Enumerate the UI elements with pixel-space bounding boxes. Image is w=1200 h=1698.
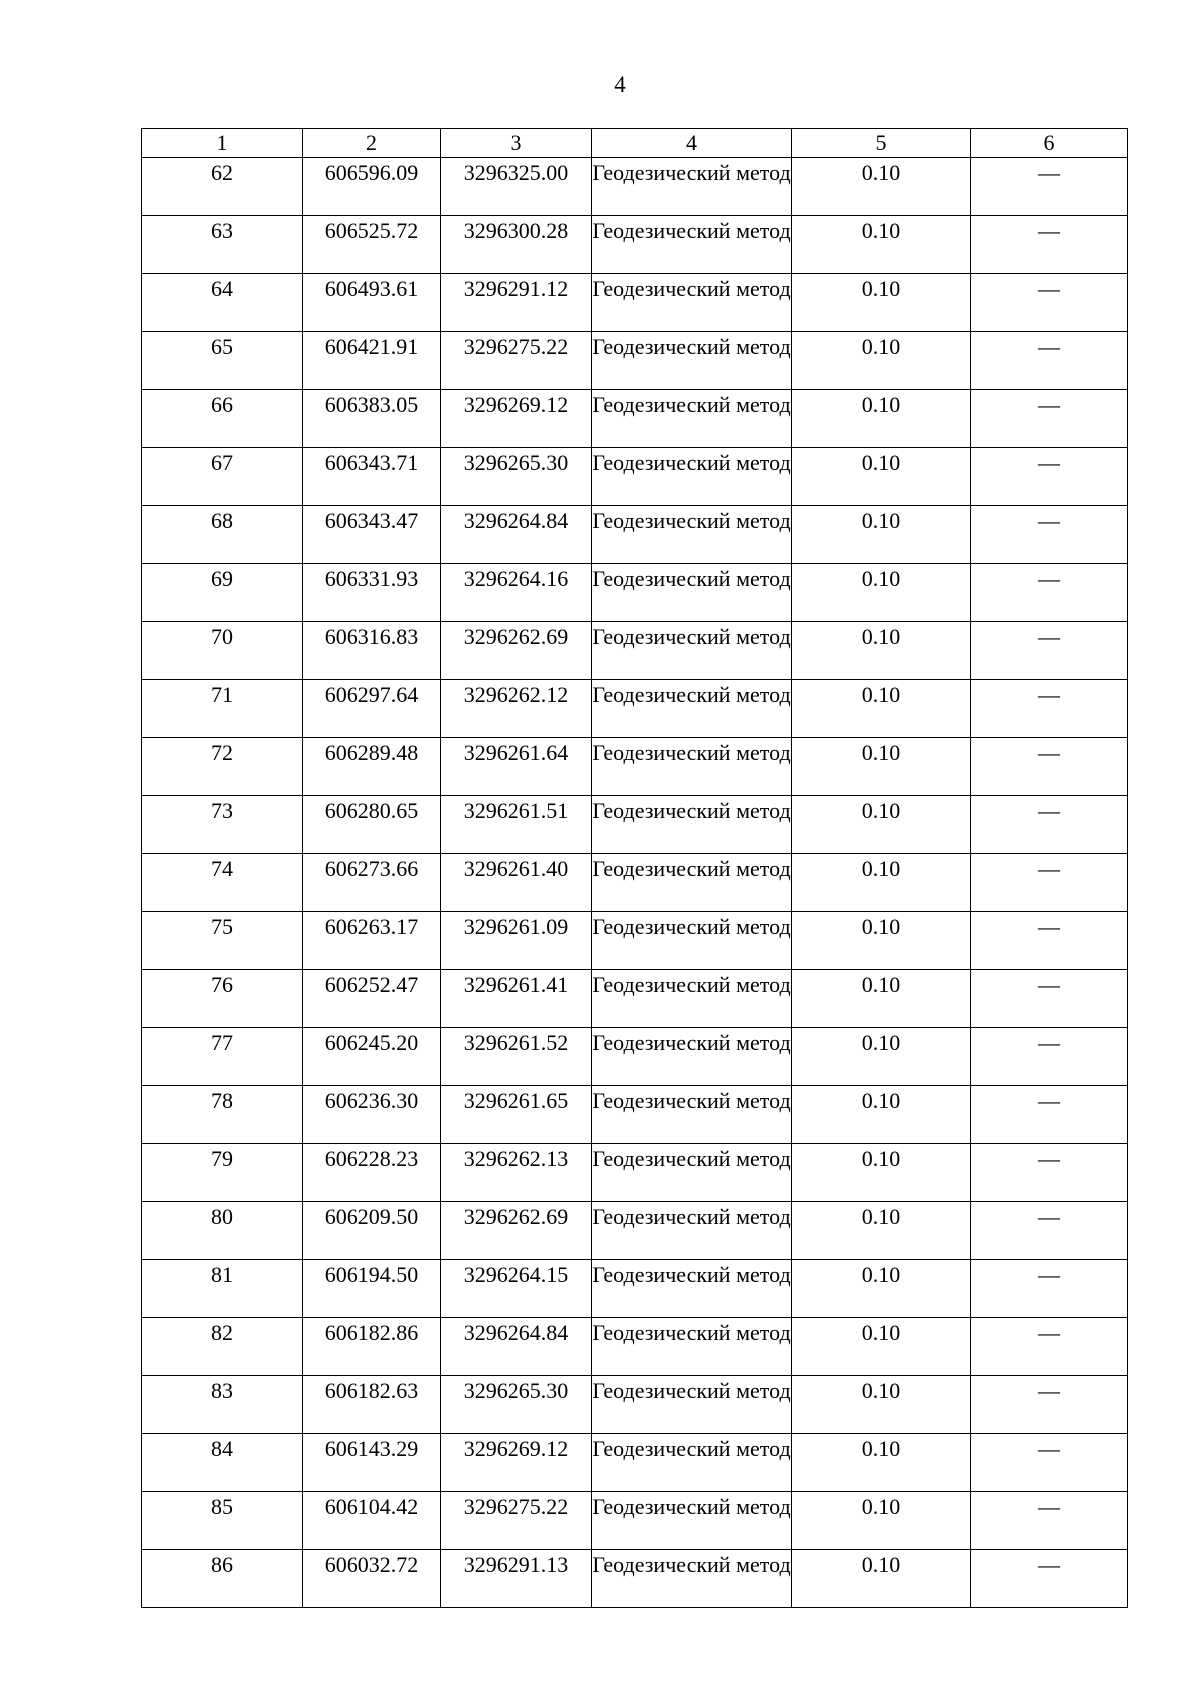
table-row <box>142 738 1128 796</box>
point-number-cell: 67 <box>142 448 303 506</box>
x-coordinate-cell: 606273.66 <box>303 854 441 912</box>
x-coordinate-cell: 606194.50 <box>303 1260 441 1318</box>
x-coordinate-cell: 606343.71 <box>303 448 441 506</box>
point-number-cell: 76 <box>142 970 303 1028</box>
point-number-cell: 82 <box>142 1318 303 1376</box>
header-row <box>142 129 1128 158</box>
accuracy-cell: 0.10 <box>792 1202 971 1260</box>
table-row <box>142 274 1128 332</box>
description-cell: — <box>971 390 1128 448</box>
x-coordinate-cell: 606383.05 <box>303 390 441 448</box>
table-row <box>142 1318 1128 1376</box>
point-number-cell: 79 <box>142 1144 303 1202</box>
description-cell: — <box>971 1028 1128 1086</box>
x-coordinate-cell: 606143.29 <box>303 1434 441 1492</box>
point-number-cell: 65 <box>142 332 303 390</box>
description-cell: — <box>971 1260 1128 1318</box>
point-number-cell: 63 <box>142 216 303 274</box>
y-coordinate-cell: 3296261.40 <box>441 854 592 912</box>
table-row <box>142 1434 1128 1492</box>
description-cell: — <box>971 506 1128 564</box>
description-cell: — <box>971 1202 1128 1260</box>
x-coordinate-cell: 606209.50 <box>303 1202 441 1260</box>
column-header-2: 2 <box>303 129 441 158</box>
x-coordinate-cell: 606263.17 <box>303 912 441 970</box>
point-number-cell: 83 <box>142 1376 303 1434</box>
y-coordinate-cell: 3296261.09 <box>441 912 592 970</box>
accuracy-cell: 0.10 <box>792 970 971 1028</box>
description-cell: — <box>971 1144 1128 1202</box>
point-number-cell: 84 <box>142 1434 303 1492</box>
y-coordinate-cell: 3296264.16 <box>441 564 592 622</box>
x-coordinate-cell: 606343.47 <box>303 506 441 564</box>
method-cell: Геодезический метод <box>592 216 792 274</box>
accuracy-cell: 0.10 <box>792 1318 971 1376</box>
y-coordinate-cell: 3296275.22 <box>441 1492 592 1550</box>
method-cell: Геодезический метод <box>592 390 792 448</box>
method-cell: Геодезический метод <box>592 448 792 506</box>
accuracy-cell: 0.10 <box>792 1550 971 1608</box>
method-cell: Геодезический метод <box>592 1492 792 1550</box>
method-cell: Геодезический метод <box>592 1202 792 1260</box>
method-cell: Геодезический метод <box>592 158 792 216</box>
table-row <box>142 1202 1128 1260</box>
column-header-5: 5 <box>792 129 971 158</box>
y-coordinate-cell: 3296262.13 <box>441 1144 592 1202</box>
method-cell: Геодезический метод <box>592 970 792 1028</box>
x-coordinate-cell: 606104.42 <box>303 1492 441 1550</box>
description-cell: — <box>971 1086 1128 1144</box>
table-row <box>142 1260 1128 1318</box>
point-number-cell: 68 <box>142 506 303 564</box>
accuracy-cell: 0.10 <box>792 1434 971 1492</box>
accuracy-cell: 0.10 <box>792 680 971 738</box>
y-coordinate-cell: 3296325.00 <box>441 158 592 216</box>
point-number-cell: 81 <box>142 1260 303 1318</box>
table-row <box>142 622 1128 680</box>
accuracy-cell: 0.10 <box>792 158 971 216</box>
point-number-cell: 69 <box>142 564 303 622</box>
column-header-1: 1 <box>142 129 303 158</box>
accuracy-cell: 0.10 <box>792 622 971 680</box>
table-row <box>142 970 1128 1028</box>
point-number-cell: 75 <box>142 912 303 970</box>
method-cell: Геодезический метод <box>592 1260 792 1318</box>
y-coordinate-cell: 3296264.84 <box>441 506 592 564</box>
description-cell: — <box>971 970 1128 1028</box>
method-cell: Геодезический метод <box>592 506 792 564</box>
method-cell: Геодезический метод <box>592 912 792 970</box>
point-number-cell: 80 <box>142 1202 303 1260</box>
table-row <box>142 506 1128 564</box>
y-coordinate-cell: 3296275.22 <box>441 332 592 390</box>
description-cell: — <box>971 1376 1128 1434</box>
accuracy-cell: 0.10 <box>792 1086 971 1144</box>
description-cell: — <box>971 738 1128 796</box>
accuracy-cell: 0.10 <box>792 796 971 854</box>
x-coordinate-cell: 606525.72 <box>303 216 441 274</box>
coordinates-table <box>141 128 1128 1608</box>
accuracy-cell: 0.10 <box>792 390 971 448</box>
y-coordinate-cell: 3296261.52 <box>441 1028 592 1086</box>
point-number-cell: 85 <box>142 1492 303 1550</box>
accuracy-cell: 0.10 <box>792 506 971 564</box>
method-cell: Геодезический метод <box>592 332 792 390</box>
table-row <box>142 1376 1128 1434</box>
point-number-cell: 86 <box>142 1550 303 1608</box>
y-coordinate-cell: 3296265.30 <box>441 448 592 506</box>
accuracy-cell: 0.10 <box>792 216 971 274</box>
point-number-cell: 72 <box>142 738 303 796</box>
x-coordinate-cell: 606236.30 <box>303 1086 441 1144</box>
table-row <box>142 796 1128 854</box>
x-coordinate-cell: 606245.20 <box>303 1028 441 1086</box>
page-number: 4 <box>614 72 626 97</box>
point-number-cell: 64 <box>142 274 303 332</box>
x-coordinate-cell: 606331.93 <box>303 564 441 622</box>
x-coordinate-cell: 606297.64 <box>303 680 441 738</box>
table-row <box>142 390 1128 448</box>
point-number-cell: 70 <box>142 622 303 680</box>
table-row <box>142 158 1128 216</box>
x-coordinate-cell: 606316.83 <box>303 622 441 680</box>
description-cell: — <box>971 1434 1128 1492</box>
point-number-cell: 62 <box>142 158 303 216</box>
x-coordinate-cell: 606596.09 <box>303 158 441 216</box>
method-cell: Геодезический метод <box>592 274 792 332</box>
description-cell: — <box>971 796 1128 854</box>
accuracy-cell: 0.10 <box>792 448 971 506</box>
accuracy-cell: 0.10 <box>792 1492 971 1550</box>
table-row <box>142 448 1128 506</box>
description-cell: — <box>971 854 1128 912</box>
table-header <box>142 129 1128 158</box>
y-coordinate-cell: 3296261.64 <box>441 738 592 796</box>
point-number-cell: 73 <box>142 796 303 854</box>
table-row <box>142 332 1128 390</box>
method-cell: Геодезический метод <box>592 1550 792 1608</box>
y-coordinate-cell: 3296265.30 <box>441 1376 592 1434</box>
description-cell: — <box>971 332 1128 390</box>
x-coordinate-cell: 606182.86 <box>303 1318 441 1376</box>
description-cell: — <box>971 564 1128 622</box>
y-coordinate-cell: 3296291.13 <box>441 1550 592 1608</box>
description-cell: — <box>971 912 1128 970</box>
table-row <box>142 1028 1128 1086</box>
x-coordinate-cell: 606182.63 <box>303 1376 441 1434</box>
table-row <box>142 216 1128 274</box>
x-coordinate-cell: 606280.65 <box>303 796 441 854</box>
method-cell: Геодезический метод <box>592 1028 792 1086</box>
y-coordinate-cell: 3296300.28 <box>441 216 592 274</box>
method-cell: Геодезический метод <box>592 564 792 622</box>
column-header-3: 3 <box>441 129 592 158</box>
method-cell: Геодезический метод <box>592 854 792 912</box>
y-coordinate-cell: 3296261.41 <box>441 970 592 1028</box>
method-cell: Геодезический метод <box>592 1376 792 1434</box>
description-cell: — <box>971 158 1128 216</box>
y-coordinate-cell: 3296262.69 <box>441 622 592 680</box>
description-cell: — <box>971 680 1128 738</box>
x-coordinate-cell: 606493.61 <box>303 274 441 332</box>
column-header-4: 4 <box>592 129 792 158</box>
description-cell: — <box>971 622 1128 680</box>
x-coordinate-cell: 606228.23 <box>303 1144 441 1202</box>
y-coordinate-cell: 3296291.12 <box>441 274 592 332</box>
table-row <box>142 1144 1128 1202</box>
y-coordinate-cell: 3296261.51 <box>441 796 592 854</box>
table-row <box>142 1492 1128 1550</box>
method-cell: Геодезический метод <box>592 680 792 738</box>
accuracy-cell: 0.10 <box>792 854 971 912</box>
accuracy-cell: 0.10 <box>792 332 971 390</box>
table-body <box>142 158 1128 1608</box>
point-number-cell: 74 <box>142 854 303 912</box>
table-row <box>142 564 1128 622</box>
y-coordinate-cell: 3296262.69 <box>441 1202 592 1260</box>
table-row <box>142 912 1128 970</box>
description-cell: — <box>971 1492 1128 1550</box>
point-number-cell: 77 <box>142 1028 303 1086</box>
point-number-cell: 78 <box>142 1086 303 1144</box>
method-cell: Геодезический метод <box>592 1086 792 1144</box>
y-coordinate-cell: 3296262.12 <box>441 680 592 738</box>
column-header-6: 6 <box>971 129 1128 158</box>
y-coordinate-cell: 3296269.12 <box>441 1434 592 1492</box>
point-number-cell: 71 <box>142 680 303 738</box>
x-coordinate-cell: 606289.48 <box>303 738 441 796</box>
method-cell: Геодезический метод <box>592 1318 792 1376</box>
method-cell: Геодезический метод <box>592 1434 792 1492</box>
table-row <box>142 854 1128 912</box>
description-cell: — <box>971 448 1128 506</box>
description-cell: — <box>971 1318 1128 1376</box>
method-cell: Геодезический метод <box>592 1144 792 1202</box>
accuracy-cell: 0.10 <box>792 274 971 332</box>
method-cell: Геодезический метод <box>592 796 792 854</box>
accuracy-cell: 0.10 <box>792 1376 971 1434</box>
x-coordinate-cell: 606032.72 <box>303 1550 441 1608</box>
method-cell: Геодезический метод <box>592 622 792 680</box>
y-coordinate-cell: 3296264.15 <box>441 1260 592 1318</box>
y-coordinate-cell: 3296264.84 <box>441 1318 592 1376</box>
accuracy-cell: 0.10 <box>792 564 971 622</box>
table-row <box>142 680 1128 738</box>
y-coordinate-cell: 3296269.12 <box>441 390 592 448</box>
description-cell: — <box>971 274 1128 332</box>
accuracy-cell: 0.10 <box>792 1260 971 1318</box>
method-cell: Геодезический метод <box>592 738 792 796</box>
accuracy-cell: 0.10 <box>792 1144 971 1202</box>
x-coordinate-cell: 606252.47 <box>303 970 441 1028</box>
table-row <box>142 1086 1128 1144</box>
accuracy-cell: 0.10 <box>792 738 971 796</box>
x-coordinate-cell: 606421.91 <box>303 332 441 390</box>
description-cell: — <box>971 1550 1128 1608</box>
accuracy-cell: 0.10 <box>792 912 971 970</box>
y-coordinate-cell: 3296261.65 <box>441 1086 592 1144</box>
accuracy-cell: 0.10 <box>792 1028 971 1086</box>
point-number-cell: 66 <box>142 390 303 448</box>
table-row <box>142 1550 1128 1608</box>
description-cell: — <box>971 216 1128 274</box>
